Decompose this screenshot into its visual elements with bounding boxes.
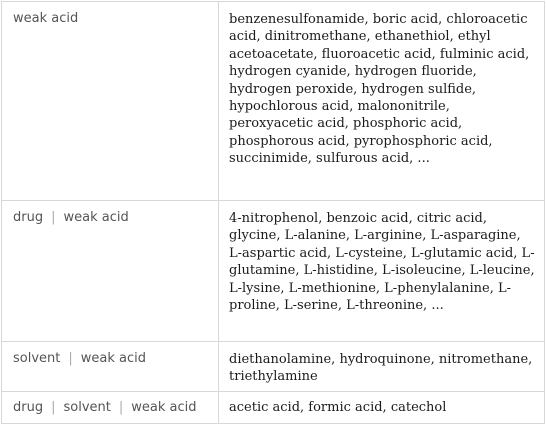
table-row (2, 391, 544, 423)
table-row (2, 341, 544, 391)
key-part: weak acid (131, 400, 197, 415)
row-key (2, 2, 218, 200)
table-row (2, 2, 544, 200)
table-row (2, 200, 544, 341)
key-separator: | (68, 351, 73, 366)
row-value: 4-nitrophenol, benzoic acid, citric acid, glycine, L-alanine, L-arginine, L-asparagine, L-aspartic acid, L-cysteine, L-glutamic acid, L-glutamine, L-histidine, L-isoleucine, L-leucine, L-lysine, L-methionine, L-phenylalanine, L-proline, L-serine, L-threonine, ... (218, 201, 544, 341)
row-key (2, 201, 218, 341)
key-part: drug (13, 210, 44, 225)
key-part: weak acid (13, 11, 79, 26)
row-value: acetic acid, formic acid, catechol (218, 392, 544, 423)
row-value: benzenesulfonamide, boric acid, chloroacetic acid, dinitromethane, ethanethiol, ethyl acetoacetate, fluoroacetic acid, fulminic acid, hydrogen cyanide, hydrogen fluoride, hydrogen peroxide, hydrogen sulfide, hypochlorous acid, malononitrile, peroxyacetic acid, phosphoric acid, phosphorous acid, pyrophosphoric acid, succinimide, sulfurous acid, ... (218, 2, 544, 200)
key-separator: | (51, 210, 56, 225)
property-table (1, 1, 545, 424)
key-part: solvent (13, 351, 61, 366)
key-separator: | (51, 400, 56, 415)
row-key (2, 342, 218, 391)
row-value: diethanolamine, hydroquinone, nitromethane, triethylamine (218, 342, 544, 391)
key-separator: | (118, 400, 124, 415)
key-part: drug (13, 400, 44, 415)
key-part: weak acid (80, 351, 147, 366)
key-part: solvent (63, 400, 111, 415)
row-key (2, 392, 218, 423)
key-part: weak acid (63, 210, 129, 225)
